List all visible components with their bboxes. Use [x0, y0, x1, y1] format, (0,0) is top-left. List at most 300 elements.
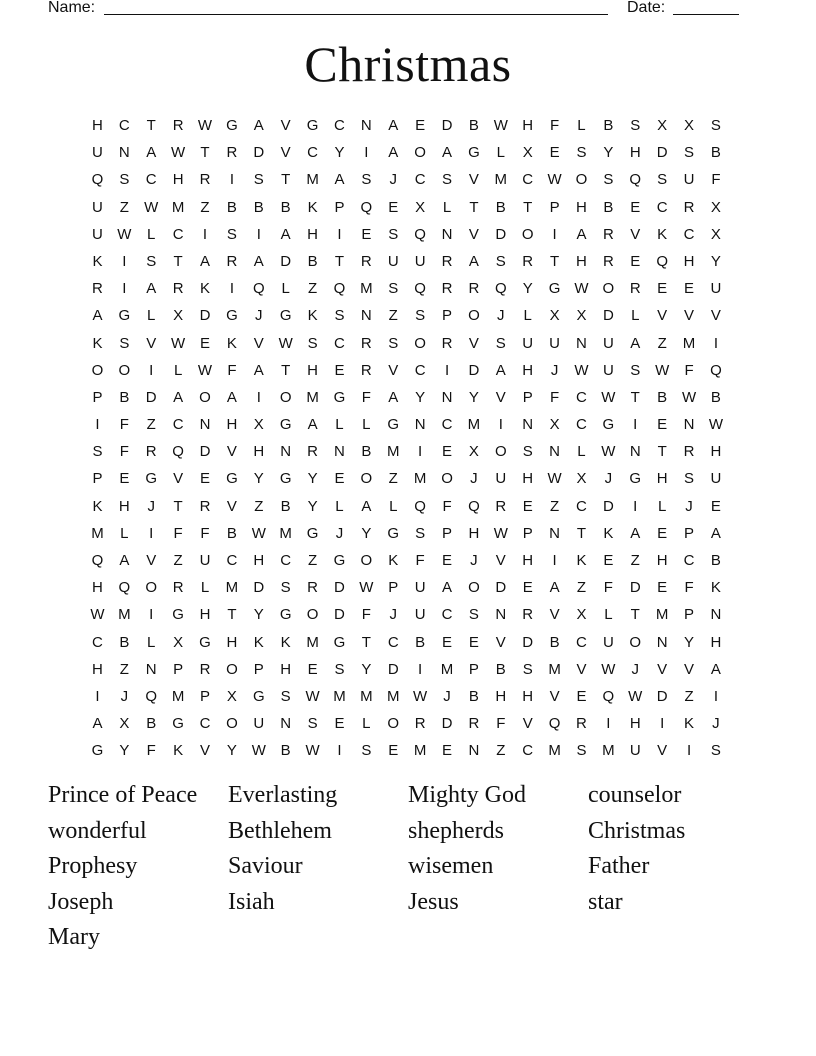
- grid-letter: W: [601, 443, 616, 461]
- grid-letter: P: [253, 660, 264, 678]
- grid-letter: S: [334, 660, 345, 678]
- grid-letter: V: [684, 660, 695, 678]
- grid-letter: S: [522, 443, 533, 461]
- grid-letter: Q: [468, 497, 480, 515]
- grid-letter: E: [442, 633, 453, 651]
- grid-letter: X: [468, 443, 479, 461]
- grid-letter: C: [656, 198, 668, 216]
- grid-letter: Z: [576, 579, 587, 597]
- grid-letter: H: [172, 171, 184, 189]
- grid-letter: E: [603, 552, 614, 569]
- grid-letter: X: [710, 198, 721, 216]
- grid-letter: O: [414, 144, 426, 162]
- grid-letter: J: [389, 171, 397, 189]
- grid-letter: H: [656, 470, 668, 488]
- grid-letter: K: [657, 225, 668, 243]
- grid-letter: S: [495, 334, 506, 352]
- grid-letter: V: [468, 334, 479, 352]
- grid-letter: U: [629, 742, 641, 760]
- grid-letter: I: [552, 552, 557, 569]
- grid-letter: V: [522, 715, 533, 733]
- grid-letter: T: [281, 171, 291, 189]
- grid-letter: B: [415, 633, 426, 651]
- grid-letter: Z: [254, 497, 264, 515]
- grid-letter: J: [147, 497, 155, 515]
- grid-letter: X: [226, 687, 237, 705]
- grid-letter: O: [306, 606, 319, 624]
- header: [48, 0, 748, 18]
- grid-letter: H: [683, 252, 695, 270]
- grid-letter: S: [334, 307, 345, 325]
- grid-letter: W: [708, 416, 724, 434]
- grid-letter: W: [278, 334, 293, 352]
- grid-letter: W: [251, 524, 266, 542]
- grid-letter: B: [603, 117, 614, 134]
- grid-letter: N: [334, 443, 345, 461]
- grid-letter: A: [630, 524, 641, 542]
- grid-letter: W: [171, 334, 186, 352]
- grid-letter: F: [119, 416, 129, 434]
- grid-letter: W: [493, 117, 508, 134]
- grid-letter: U: [710, 280, 722, 298]
- grid-letter: Y: [710, 252, 721, 270]
- grid-letter: E: [657, 280, 668, 298]
- grid-letter: O: [360, 552, 373, 569]
- word-list-item: Jesus: [408, 888, 459, 915]
- grid-letter: N: [360, 307, 372, 325]
- grid-letter: M: [655, 606, 669, 624]
- grid-letter: H: [280, 660, 292, 678]
- grid-letter: W: [655, 361, 670, 379]
- grid-letter: C: [145, 171, 157, 189]
- grid-letter: K: [710, 579, 721, 597]
- grid-letter: I: [149, 524, 154, 542]
- grid-letter: L: [657, 497, 667, 515]
- word-list-item: Everlasting: [228, 782, 338, 808]
- grid-letter: P: [442, 524, 453, 542]
- grid-letter: J: [120, 687, 129, 705]
- grid-letter: E: [442, 552, 453, 569]
- grid-letter: L: [120, 524, 129, 542]
- grid-letter: R: [576, 715, 587, 733]
- grid-letter: A: [468, 252, 479, 270]
- grid-letter: R: [683, 198, 695, 216]
- grid-letter: V: [253, 334, 264, 352]
- grid-letter: N: [710, 606, 722, 624]
- grid-letter: U: [92, 144, 103, 162]
- grid-letter: R: [602, 225, 614, 243]
- grid-letter: S: [280, 687, 291, 705]
- grid-letter: R: [360, 334, 372, 352]
- grid-letter: B: [119, 388, 130, 406]
- grid-letter: R: [414, 715, 426, 733]
- grid-letter: M: [494, 171, 508, 189]
- grid-letter: C: [172, 225, 184, 243]
- grid-letter: O: [226, 715, 238, 733]
- grid-letter: Y: [361, 660, 372, 678]
- grid-letter: I: [149, 361, 154, 379]
- grid-letter: P: [173, 660, 184, 678]
- grid-letter: L: [604, 606, 613, 624]
- grid-letter: I: [122, 252, 127, 270]
- grid-letter: X: [549, 307, 560, 325]
- grid-letter: D: [602, 307, 614, 325]
- grid-letter: V: [280, 144, 291, 162]
- grid-letter: I: [122, 280, 127, 298]
- grid-letter: R: [172, 280, 184, 298]
- grid-letter: B: [361, 443, 372, 461]
- grid-letter: I: [686, 742, 692, 760]
- grid-letter: W: [305, 687, 320, 705]
- grid-letter: M: [386, 443, 400, 461]
- grid-letter: R: [307, 579, 318, 597]
- word-list-item: star: [588, 888, 623, 915]
- grid-letter: X: [173, 633, 184, 651]
- grid-letter: B: [280, 497, 291, 515]
- grid-letter: O: [91, 361, 104, 379]
- grid-letter: L: [362, 715, 371, 733]
- grid-letter: Z: [657, 334, 667, 352]
- grid-letter: O: [145, 579, 158, 597]
- grid-letter: L: [577, 117, 586, 134]
- grid-letter: B: [710, 144, 721, 162]
- grid-letter: B: [710, 388, 721, 406]
- grid-letter: Y: [307, 470, 318, 488]
- grid-letter: Z: [388, 307, 398, 325]
- grid-letter: D: [656, 144, 668, 162]
- grid-letter: G: [306, 524, 319, 542]
- grid-letter: E: [576, 687, 587, 705]
- word-list-item: shepherds: [408, 817, 504, 844]
- grid-letter: Y: [226, 742, 237, 760]
- grid-letter: N: [656, 633, 668, 651]
- grid-letter: Z: [388, 470, 398, 488]
- grid-letter: V: [657, 742, 668, 760]
- grid-letter: F: [684, 579, 694, 597]
- grid-letter: R: [172, 579, 184, 597]
- grid-letter: A: [200, 252, 211, 270]
- grid-letter: P: [334, 198, 345, 216]
- word-list-item: Saviour: [228, 853, 303, 880]
- grid-letter: Z: [173, 552, 183, 569]
- grid-letter: S: [253, 171, 264, 189]
- grid-letter: D: [522, 633, 534, 651]
- grid-letter: S: [684, 144, 695, 162]
- grid-letter: U: [602, 633, 614, 651]
- grid-letter: Y: [253, 606, 264, 624]
- grid-letter: U: [495, 470, 507, 488]
- grid-letter: B: [468, 117, 479, 134]
- grid-letter: D: [280, 252, 292, 270]
- grid-letter: L: [442, 198, 452, 216]
- grid-letter: A: [710, 660, 721, 678]
- grid-letter: G: [279, 307, 292, 325]
- grid-letter: H: [710, 633, 722, 651]
- grid-letter: V: [657, 660, 668, 678]
- grid-letter: D: [334, 579, 345, 597]
- grid-letter: S: [657, 171, 668, 189]
- grid-letter: Y: [119, 742, 130, 760]
- grid-letter: M: [548, 742, 561, 760]
- grid-letter: S: [710, 117, 721, 134]
- word-list-item: wonderful: [48, 817, 147, 844]
- grid-letter: H: [522, 361, 534, 379]
- grid-letter: E: [415, 117, 426, 134]
- grid-letter: I: [633, 416, 638, 434]
- grid-letter: S: [280, 579, 291, 597]
- grid-letter: W: [681, 388, 697, 406]
- grid-letter: V: [684, 307, 695, 325]
- grid-letter: I: [337, 742, 342, 760]
- grid-letter: U: [387, 252, 399, 270]
- grid-letter: W: [547, 171, 562, 189]
- grid-letter: D: [334, 606, 345, 624]
- grid-letter: M: [306, 171, 319, 189]
- grid-letter: N: [280, 443, 292, 461]
- grid-letter: K: [92, 334, 103, 352]
- grid-letter: D: [441, 715, 453, 733]
- grid-letter: Q: [414, 280, 426, 298]
- grid-letter: Z: [630, 552, 640, 569]
- grid-letter: J: [335, 524, 344, 542]
- grid-letter: R: [360, 252, 372, 270]
- grid-letter: V: [657, 307, 668, 325]
- grid-letter: C: [576, 388, 587, 406]
- grid-letter: M: [467, 416, 481, 434]
- grid-letter: G: [226, 307, 238, 325]
- grid-letter: X: [576, 470, 587, 488]
- grid-letter: A: [173, 388, 184, 406]
- grid-letter: B: [307, 252, 318, 270]
- grid-letter: M: [440, 660, 454, 678]
- grid-letter: M: [171, 687, 185, 705]
- grid-letter: K: [253, 633, 264, 651]
- grid-letter: O: [360, 470, 373, 488]
- grid-letter: S: [119, 171, 130, 189]
- grid-letter: S: [119, 334, 130, 352]
- grid-letter: Z: [307, 552, 318, 569]
- grid-letter: J: [443, 687, 451, 705]
- grid-letter: B: [468, 687, 479, 705]
- grid-letter: K: [684, 715, 695, 733]
- grid-letter: R: [468, 280, 480, 298]
- grid-letter: N: [441, 388, 453, 406]
- grid-letter: F: [684, 361, 694, 379]
- grid-letter: U: [414, 579, 426, 597]
- grid-letter: L: [523, 307, 532, 325]
- grid-letter: U: [253, 715, 265, 733]
- grid-letter: V: [630, 225, 641, 243]
- grid-letter: W: [493, 524, 508, 542]
- grid-letter: S: [522, 660, 533, 678]
- grid-letter: G: [226, 470, 238, 488]
- grid-letter: X: [684, 117, 695, 134]
- grid-letter: I: [95, 687, 100, 705]
- grid-letter: K: [92, 252, 103, 270]
- grid-letter: W: [251, 742, 266, 760]
- grid-letter: T: [173, 497, 183, 515]
- grid-letter: M: [91, 524, 104, 542]
- grid-letter: I: [552, 225, 557, 243]
- grid-letter: J: [470, 470, 478, 488]
- grid-letter: Z: [119, 198, 129, 216]
- date-blank-line: [673, 14, 739, 15]
- grid-letter: A: [576, 225, 587, 243]
- grid-letter: N: [495, 606, 507, 624]
- grid-letter: D: [602, 497, 614, 515]
- grid-letter: V: [226, 443, 237, 461]
- grid-letter: G: [333, 388, 346, 406]
- grid-letter: M: [279, 524, 292, 542]
- grid-letter: L: [173, 361, 183, 379]
- grid-letter: R: [172, 117, 184, 134]
- grid-letter: L: [200, 579, 210, 597]
- grid-letter: D: [441, 117, 453, 134]
- grid-letter: E: [522, 579, 533, 597]
- grid-letter: B: [657, 388, 668, 406]
- grid-letter: A: [146, 144, 157, 162]
- grid-letter: M: [306, 388, 319, 406]
- grid-letter: U: [414, 252, 426, 270]
- grid-letter: H: [522, 117, 534, 134]
- grid-letter: Q: [710, 361, 722, 379]
- grid-letter: G: [468, 144, 480, 162]
- grid-letter: H: [253, 552, 265, 569]
- grid-letter: E: [361, 225, 372, 243]
- grid-letter: C: [576, 416, 587, 434]
- grid-letter: I: [364, 144, 369, 162]
- grid-letter: A: [630, 334, 641, 352]
- grid-letter: N: [441, 225, 453, 243]
- grid-letter: G: [629, 470, 642, 488]
- grid-letter: A: [334, 171, 345, 189]
- grid-letter: L: [281, 280, 290, 298]
- grid-letter: P: [684, 606, 695, 624]
- grid-letter: X: [173, 307, 184, 325]
- grid-letter: K: [603, 524, 614, 542]
- grid-letter: C: [441, 416, 453, 434]
- grid-letter: F: [361, 606, 371, 624]
- grid-letter: B: [603, 198, 614, 216]
- grid-letter: H: [226, 633, 238, 651]
- grid-letter: E: [522, 497, 533, 515]
- grid-letter: A: [388, 388, 399, 406]
- grid-letter: R: [307, 443, 318, 461]
- grid-letter: K: [173, 742, 184, 760]
- grid-letter: U: [710, 470, 722, 488]
- grid-letter: S: [468, 606, 479, 624]
- grid-letter: N: [576, 334, 587, 352]
- grid-letter: R: [495, 497, 507, 515]
- grid-letter: G: [279, 416, 292, 434]
- grid-letter: J: [550, 361, 559, 379]
- grid-letter: A: [253, 361, 264, 379]
- grid-letter: C: [576, 633, 587, 651]
- grid-letter: P: [92, 388, 103, 406]
- grid-letter: D: [253, 579, 265, 597]
- grid-letter: H: [226, 416, 238, 434]
- grid-letter: I: [337, 225, 342, 243]
- grid-letter: Z: [496, 742, 506, 760]
- grid-letter: O: [494, 443, 507, 461]
- grid-letter: M: [413, 470, 427, 488]
- grid-letter: T: [146, 117, 156, 134]
- grid-letter: C: [683, 552, 695, 569]
- grid-letter: C: [199, 715, 211, 733]
- grid-letter: J: [497, 307, 505, 325]
- grid-letter: P: [684, 524, 695, 542]
- grid-letter: V: [495, 552, 506, 569]
- grid-letter: X: [576, 307, 587, 325]
- grid-letter: X: [415, 198, 426, 216]
- grid-letter: Q: [360, 198, 373, 216]
- grid-letter: W: [413, 687, 428, 705]
- grid-letter: C: [387, 633, 399, 651]
- grid-letter: A: [549, 579, 560, 597]
- grid-letter: Y: [361, 524, 372, 542]
- grid-letter: F: [550, 388, 560, 406]
- grid-letter: H: [92, 117, 103, 134]
- grid-letter: I: [229, 280, 234, 298]
- grid-letter: U: [602, 334, 614, 352]
- grid-letter: F: [415, 552, 425, 569]
- grid-letter: I: [606, 715, 611, 733]
- grid-letter: K: [280, 633, 291, 651]
- grid-letter: F: [200, 524, 210, 542]
- grid-letter: H: [629, 144, 641, 162]
- grid-letter: R: [441, 252, 453, 270]
- grid-letter: B: [495, 198, 506, 216]
- grid-letter: O: [521, 225, 534, 243]
- grid-letter: D: [199, 443, 211, 461]
- grid-letter: Q: [145, 687, 158, 705]
- page-title: Christmas: [304, 36, 512, 92]
- grid-letter: C: [334, 117, 345, 134]
- word-list-item: Isiah: [228, 888, 275, 915]
- grid-letter: R: [360, 361, 372, 379]
- grid-letter: S: [415, 524, 426, 542]
- grid-letter: E: [200, 470, 211, 488]
- grid-letter: V: [549, 606, 560, 624]
- grid-letter: L: [335, 416, 344, 434]
- grid-letter: Q: [91, 552, 104, 569]
- grid-letter: N: [360, 117, 372, 134]
- grid-letter: A: [307, 416, 318, 434]
- grid-letter: A: [495, 361, 506, 379]
- grid-letter: Y: [603, 144, 614, 162]
- grid-letter: Q: [333, 280, 346, 298]
- grid-letter: F: [550, 117, 560, 134]
- grid-letter: I: [713, 687, 719, 705]
- grid-letter: Q: [414, 225, 426, 243]
- grid-letter: X: [549, 416, 560, 434]
- grid-letter: S: [388, 280, 399, 298]
- grid-letter: S: [630, 117, 641, 134]
- grid-letter: P: [522, 388, 533, 406]
- grid-letter: L: [147, 307, 156, 325]
- name-blank-line: [104, 14, 608, 15]
- grid-letter: D: [629, 579, 641, 597]
- grid-letter: F: [173, 524, 183, 542]
- grid-letter: F: [227, 361, 237, 379]
- grid-letter: R: [522, 606, 534, 624]
- grid-letter: V: [388, 361, 399, 379]
- grid-letter: W: [628, 687, 643, 705]
- grid-letter: S: [307, 715, 318, 733]
- grid-letter: H: [253, 443, 265, 461]
- grid-letter: W: [601, 388, 616, 406]
- grid-letter: T: [630, 388, 640, 406]
